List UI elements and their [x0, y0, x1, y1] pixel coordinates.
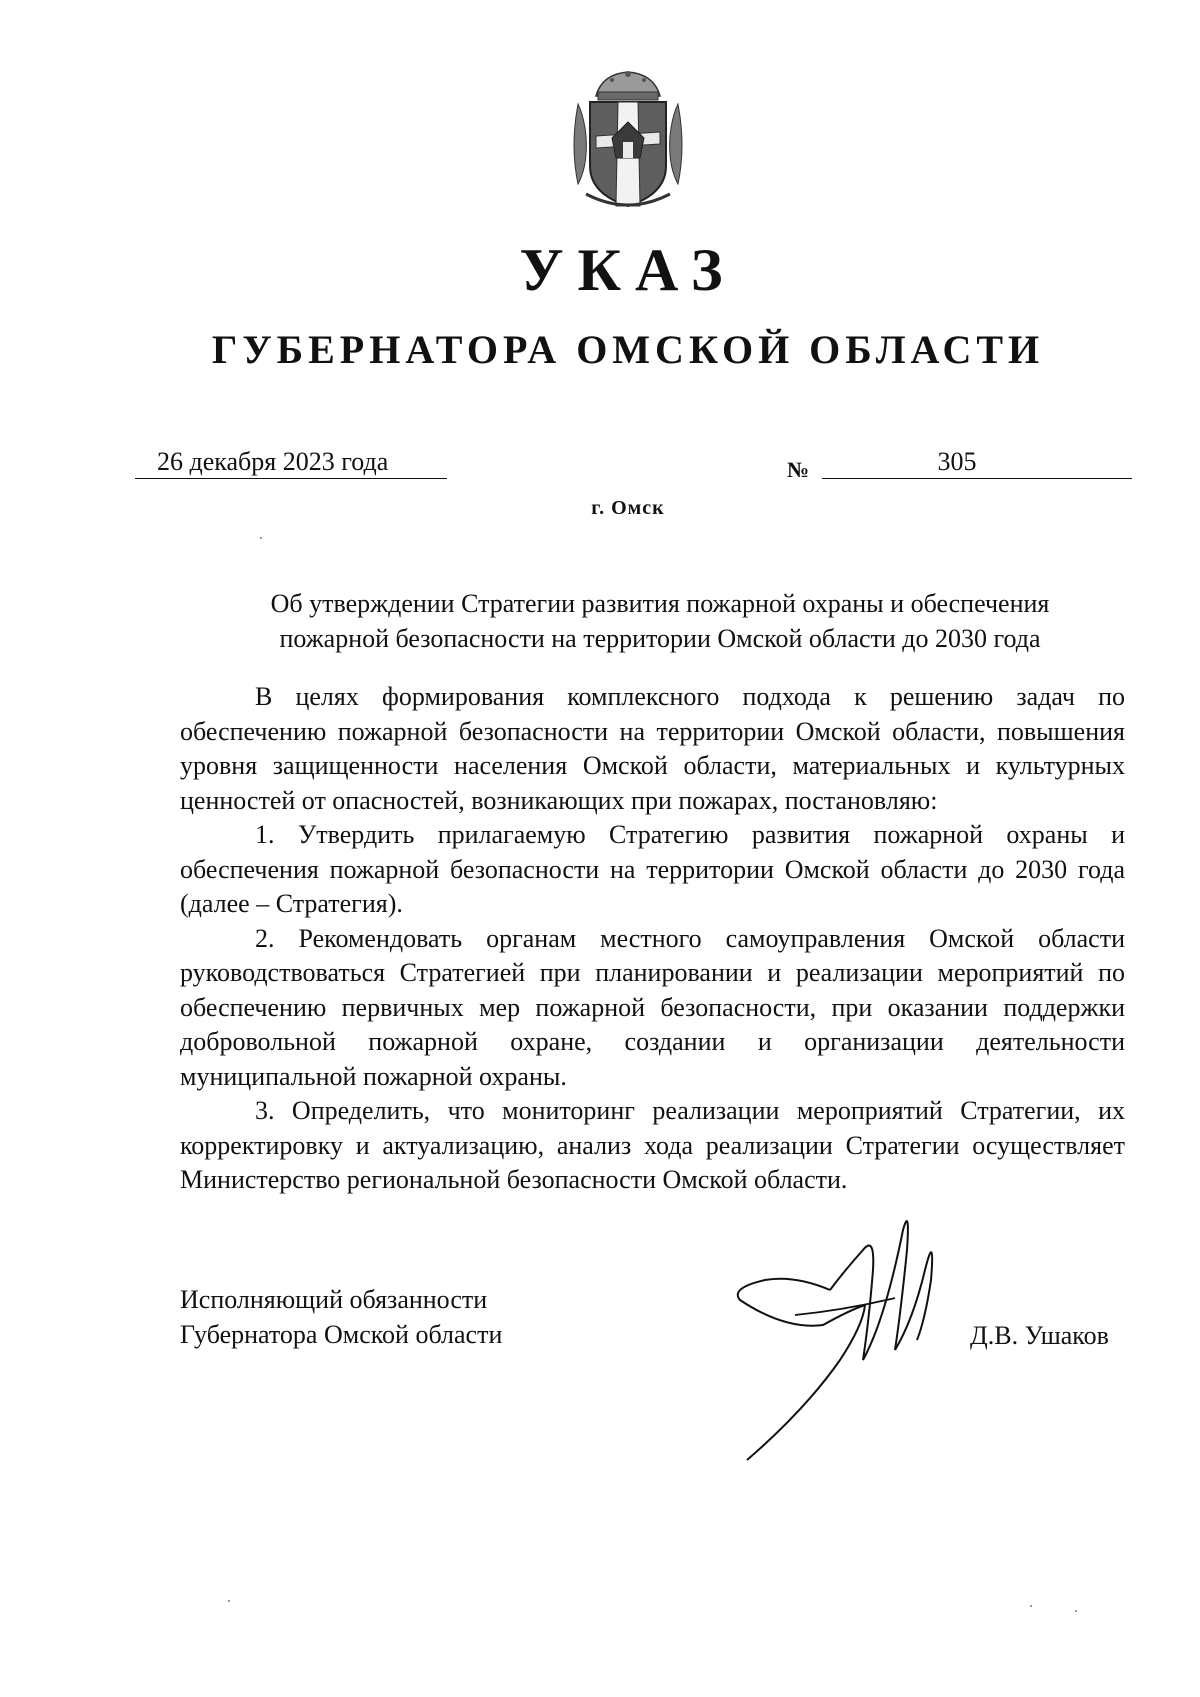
scan-speck [1030, 1605, 1032, 1607]
body-paragraph: 1. Утвердить прилагаемую Стратегию развития пожарной охраны и обеспечения пожарной безопасности на территории Омской области до 2030 года (далее – Стратегия). [180, 820, 1125, 918]
signatory-position [180, 1282, 502, 1352]
decree-number: 305 [822, 446, 1132, 479]
decree-date: 26 декабря 2023 года [135, 446, 447, 479]
document-subtitle: ГУБЕРНАТОРА ОМСКОЙ ОБЛАСТИ [211, 327, 1045, 372]
decree-subject [180, 586, 1140, 656]
body-paragraph: 3. Определить, что мониторинг реализации мероприятий Стратегии, их корректировку и актуализацию, анализ хода реализации Стратегии осуществляет Министерство региональной безопасности Омской области. [180, 1096, 1125, 1194]
omsk-oblast-coat-of-arms-icon [568, 66, 688, 212]
decree-body [180, 680, 1125, 1198]
signatory-position-line: Исполняющий обязанности [180, 1285, 488, 1314]
scan-speck [1075, 1610, 1077, 1612]
decree-city: г. Омск [591, 497, 665, 519]
body-paragraph: В целях формирования комплексного подхода к решению задач по обеспечению пожарной безопасности на территории Омской области, повышения уровня защищенности населения Омской области, материальных и культурных ценностей от опасностей, возникающих при пожарах, постановляю: [180, 682, 1125, 815]
handwritten-signature-icon [735, 1210, 985, 1470]
scan-speck [228, 1600, 230, 1602]
body-paragraph: 2. Рекомендовать органам местного самоуправления Омской области руководствоваться Стратегией при планировании и реализации мероприятий по обеспечению первичных мер пожарной безопасности, при оказании поддержки добровольной пожарной охране, создании и организации деятельности муниципальной пожарной охраны. [180, 923, 1125, 1091]
scan-speck [260, 537, 262, 539]
decree-subject-line: пожарной безопасности на территории Омской области до 2030 года [279, 624, 1041, 653]
decree-subject-line: Об утверждении Стратегии развития пожарной охраны и обеспечения [270, 589, 1050, 618]
decree-number-label: № [787, 457, 810, 482]
signatory-position-line: Губернатора Омской области [180, 1320, 503, 1349]
document-title: УКАЗ [519, 237, 737, 303]
signatory-name: Д.В. Ушаков [970, 1321, 1109, 1350]
